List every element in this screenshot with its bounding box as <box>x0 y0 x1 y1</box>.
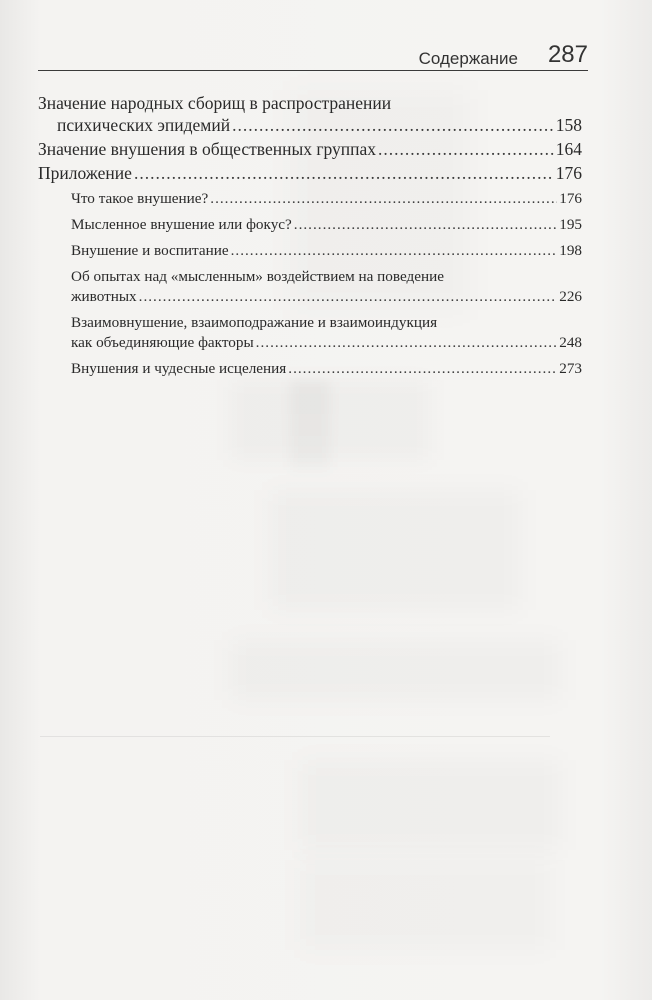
leader-dots <box>378 138 554 160</box>
header-title: Содержание <box>418 49 518 68</box>
toc-entry-title: Взаимовнушение, взаимоподражание и взаимоиндукция <box>71 314 438 331</box>
leader-dots <box>256 333 558 353</box>
toc-subentry[interactable] <box>71 359 582 379</box>
toc-entry[interactable] <box>38 162 582 184</box>
bleed-through-rule <box>40 736 550 737</box>
leader-dots <box>134 162 554 184</box>
toc-entry-title: Значение народных сборищ в распространении <box>38 93 392 113</box>
toc-entry-title: Что такое внушение? <box>71 190 209 207</box>
toc-entry[interactable] <box>38 92 582 136</box>
toc-entry-page: 198 <box>559 242 582 259</box>
toc-subentry[interactable] <box>71 241 582 261</box>
toc-subentry[interactable] <box>71 215 582 235</box>
toc-entry-title: Внушение и воспитание <box>71 242 229 259</box>
toc-entry-page: 176 <box>559 190 582 207</box>
toc-entry[interactable] <box>38 138 582 160</box>
toc-entry-title-cont: как объединяющие факторы <box>71 334 254 351</box>
leader-dots <box>231 241 558 261</box>
bleed-through-block <box>270 490 520 610</box>
leader-dots <box>232 114 554 136</box>
running-header <box>38 40 588 71</box>
toc-entry-page: 226 <box>559 288 582 305</box>
toc-entry-title: Об опытах над «мысленным» воздействием на поведение <box>71 268 444 285</box>
toc-entry-title: Значение внушения в общественных группах <box>38 139 377 159</box>
table-of-contents <box>38 92 582 379</box>
leader-dots <box>288 359 557 379</box>
toc-entry-page: 273 <box>559 360 582 377</box>
leader-dots <box>210 189 557 209</box>
bleed-through-block <box>300 860 550 950</box>
toc-entry-page: 164 <box>555 139 582 159</box>
bleed-through-block <box>230 640 560 700</box>
toc-entry-page: 195 <box>559 216 582 233</box>
page-number: 287 <box>547 41 588 68</box>
toc-entry-title-cont: психических эпидемий <box>57 115 231 135</box>
toc-entry-title: Мысленное внушение или фокус? <box>71 216 292 233</box>
toc-entry-page: 158 <box>555 115 582 135</box>
toc-subentry[interactable] <box>71 313 582 353</box>
toc-entry-title-cont: животных <box>71 288 137 305</box>
toc-entry-page: 248 <box>559 334 582 351</box>
leader-dots <box>294 215 557 235</box>
toc-entry-title: Приложение <box>38 163 132 183</box>
toc-subentry[interactable] <box>71 267 582 307</box>
bleed-through-block <box>300 760 560 850</box>
toc-entry-page: 176 <box>555 163 582 183</box>
toc-subentry[interactable] <box>71 189 582 209</box>
bleed-through-block <box>230 380 430 460</box>
toc-entry-title: Внушения и чудесные исцеления <box>71 360 287 377</box>
leader-dots <box>139 287 558 307</box>
